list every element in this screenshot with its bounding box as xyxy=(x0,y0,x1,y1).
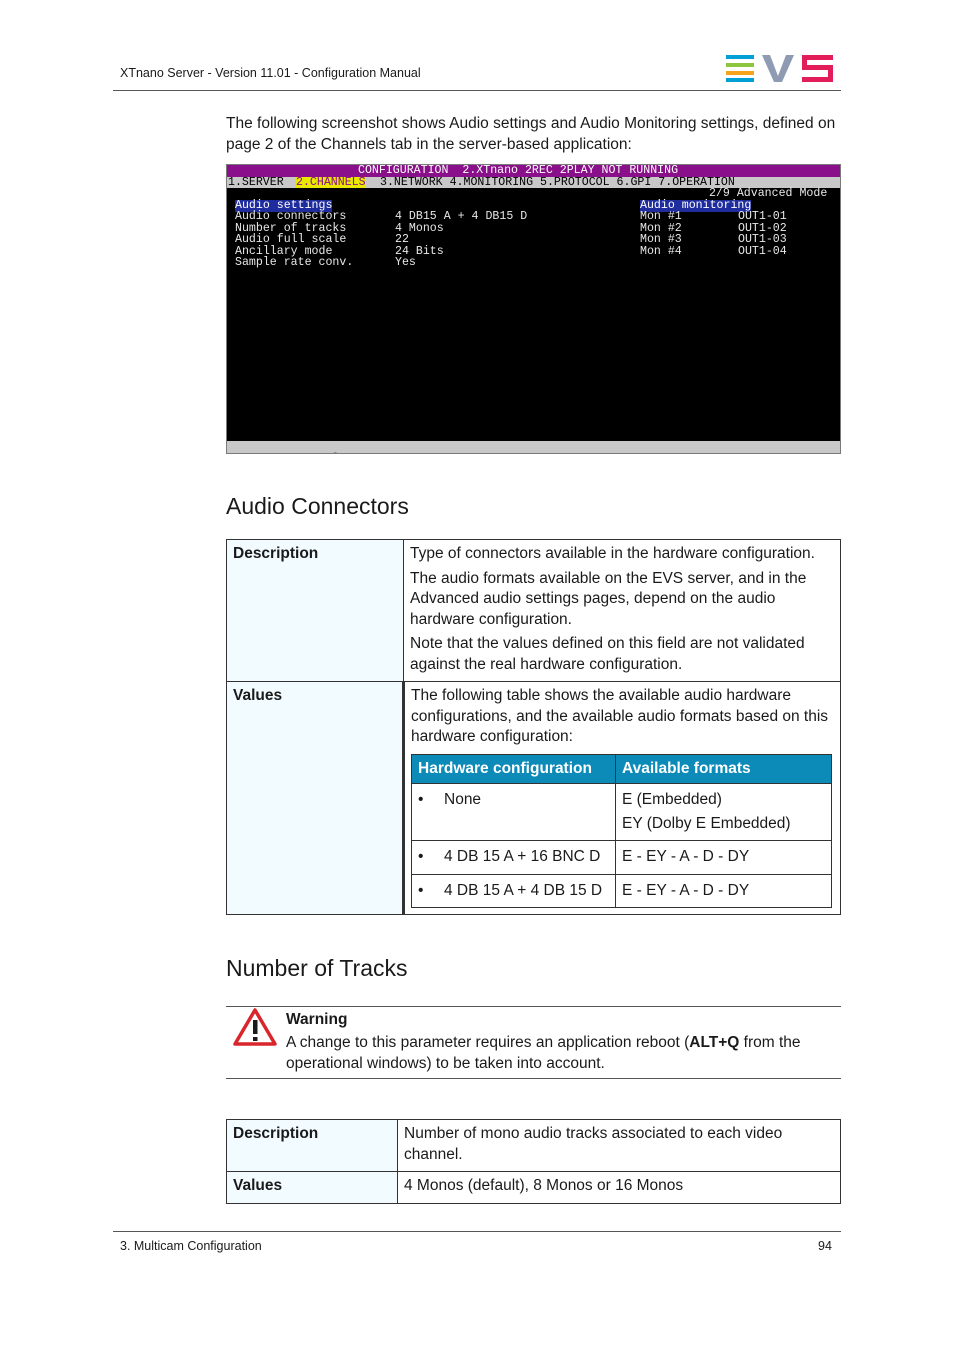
setting-label: Sample rate conv. xyxy=(235,256,354,269)
evs-logo xyxy=(726,54,834,82)
monitor-value[interactable]: OUT1-02 xyxy=(738,221,787,235)
header-title: XTnano Server - Version 11.01 - Configuration Manual xyxy=(120,66,421,80)
tab-server[interactable]: 1.SERVER xyxy=(228,175,284,189)
shortcut-alt-q: ALT+Q xyxy=(689,1034,740,1051)
description-label: Description xyxy=(227,540,404,682)
footer-divider xyxy=(113,1231,841,1232)
values-intro: The following table shows the available audio hardware configurations, and the available audio formats based on this hardware configuration: xyxy=(411,687,829,745)
page-mode: 2/9 Advanced Mode xyxy=(709,187,828,200)
monitor-value[interactable]: OUT1-04 xyxy=(738,244,787,258)
values-label: Values xyxy=(227,682,404,915)
monitor-label: Mon #2 xyxy=(640,221,682,235)
section-heading-number-of-tracks: Number of Tracks xyxy=(226,955,408,981)
setting-value[interactable]: 22 xyxy=(395,233,409,246)
audio-settings-heading: Audio settings xyxy=(235,199,333,212)
footer-section: 3. Multicam Configuration xyxy=(120,1239,262,1253)
setting-value[interactable]: 4 DB15 A + 4 DB15 D xyxy=(395,210,528,223)
tab-channels[interactable]: 2.CHANNELS xyxy=(296,175,366,189)
setting-label: Ancillary mode xyxy=(235,244,333,258)
available-format: E - EY - A - D - DY xyxy=(616,874,832,908)
available-format: E (Embedded) xyxy=(622,791,722,808)
action-apply[interactable] xyxy=(312,452,347,455)
page-number: 94 xyxy=(818,1239,832,1253)
description-text: Type of connectors available in the hardware configuration. xyxy=(410,545,815,562)
available-format: EY (Dolby E Embedded) xyxy=(622,815,791,832)
header-divider xyxy=(113,90,841,91)
terminal-title-bar xyxy=(227,165,840,177)
terminal-title: CONFIGURATION 2.XTnano 2REC 2PLAY NOT RUNNING xyxy=(358,164,679,177)
warning-title: Warning xyxy=(286,1011,348,1028)
table-row xyxy=(412,841,832,875)
setting-label: Number of tracks xyxy=(235,221,347,235)
hardware-config: None xyxy=(444,791,482,808)
monitor-value[interactable]: OUT1-03 xyxy=(738,233,787,246)
warning-text: A change to this parameter requires an application reboot (ALT+Q from the operational windows) to be taken into account. xyxy=(286,1034,801,1072)
available-format: E - EY - A - D - DY xyxy=(616,841,832,875)
audio-monitoring-heading: Audio monitoring xyxy=(640,199,752,212)
monitor-label: Mon #1 xyxy=(640,210,682,223)
section-heading-audio-connectors: Audio Connectors xyxy=(226,493,409,519)
bullet: • xyxy=(418,848,424,865)
table-row xyxy=(412,874,832,908)
setting-label: Audio full scale xyxy=(235,233,347,246)
setting-value[interactable]: 4 Monos xyxy=(395,221,444,235)
warning-top-rule xyxy=(226,1006,841,1007)
terminal-key-bar xyxy=(227,441,840,453)
description-cell xyxy=(404,540,841,682)
key-f1 xyxy=(819,452,833,455)
warning-bottom-rule xyxy=(226,1078,841,1079)
hardware-config: 4 DB 15 A + 16 BNC D xyxy=(444,848,601,865)
values-label: Values xyxy=(227,1172,398,1204)
bullet: • xyxy=(418,881,424,899)
description-text: The audio formats available on the EVS server, and in the Advanced audio settings pages, depend on the audio hardware configuration. xyxy=(410,569,807,628)
description-text: Number of mono audio tracks associated to each video channel. xyxy=(398,1120,841,1172)
setting-label: Audio connectors xyxy=(235,210,347,223)
terminal-screenshot xyxy=(226,164,841,454)
hardware-formats-table xyxy=(411,754,832,909)
values-cell xyxy=(404,682,841,915)
monitor-label: Mon #4 xyxy=(640,244,682,258)
column-header-hardware: Hardware configuration xyxy=(412,754,616,784)
description-label: Description xyxy=(227,1120,398,1172)
number-of-tracks-table xyxy=(226,1119,841,1204)
action-help[interactable] xyxy=(840,452,841,455)
setting-value[interactable]: 24 Bits xyxy=(395,244,444,258)
bullet: • xyxy=(418,791,424,808)
description-text: Note that the values defined on this field are not validated against the real hardware configuration. xyxy=(410,635,805,673)
values-text: 4 Monos (default), 8 Monos or 16 Monos xyxy=(398,1172,841,1204)
setting-value[interactable]: Yes xyxy=(395,256,416,269)
hardware-config: 4 DB 15 A + 4 DB 15 D xyxy=(444,881,603,899)
key-alt-a xyxy=(270,452,305,455)
audio-connectors-table xyxy=(226,539,841,915)
monitor-label: Mon #3 xyxy=(640,233,682,246)
warning-icon xyxy=(233,1008,277,1046)
monitor-value[interactable]: OUT1-01 xyxy=(738,210,787,223)
intro-paragraph: The following screenshot shows Audio settings and Audio Monitoring settings, defined on page 2 of the Channels tab in the server-based application: xyxy=(226,115,836,153)
tab-others[interactable]: 3.NETWORK 4.MONITORING 5.PROTOCOL 6.GPI 7.OPERATION xyxy=(380,175,735,189)
table-row xyxy=(412,784,832,841)
column-header-formats: Available formats xyxy=(616,754,832,784)
